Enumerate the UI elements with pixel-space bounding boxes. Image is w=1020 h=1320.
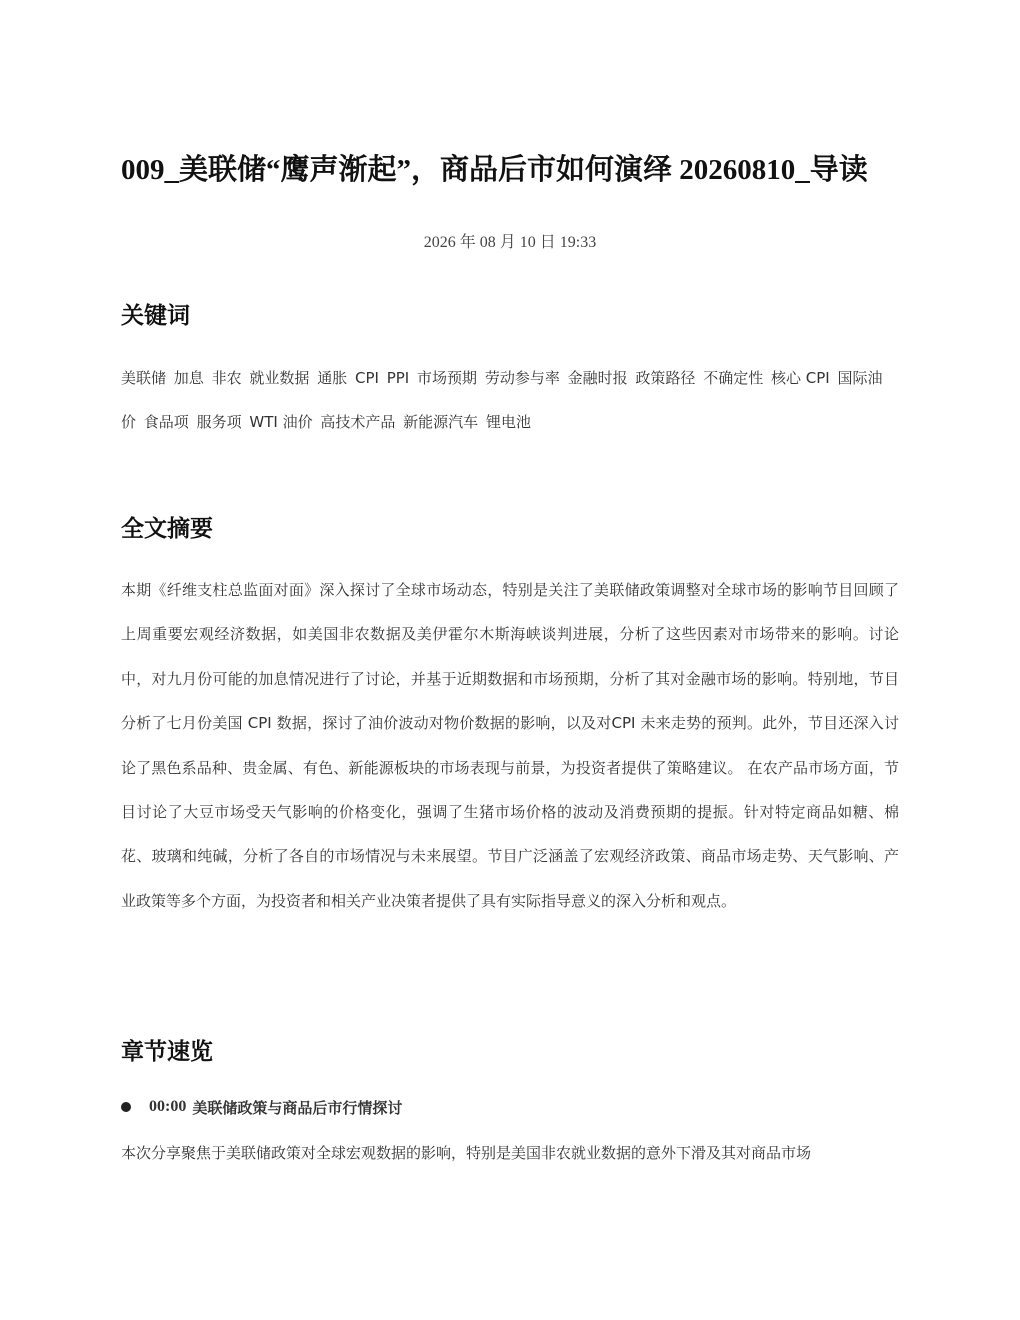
- chapter-title: 美联储政策与商品后市行情探讨: [192, 1098, 403, 1117]
- keyword: 美联储: [121, 369, 167, 387]
- keyword: 锂电池: [485, 413, 531, 431]
- keyword: 核心 CPI: [771, 369, 830, 387]
- keywords-list: [121, 356, 899, 444]
- keyword: 政策路径: [635, 369, 696, 387]
- keyword: 加息: [173, 369, 204, 387]
- summary-text: 本期《纤维支柱总监面对面》深入探讨了全球市场动态，特别是关注了美联储政策调整对全球市场的影响节目回顾了上周重要宏观经济数据，如美国非农数据及美伊霍尔木斯海峡谈判进展，分析了这些因素对市场带来的影响。讨论中，对九月份可能的加息情况进行了讨论，并基于近期数据和市场预期，分析了其对金融市场的影响。特别地，节目分析了七月份美国 CPI 数据，探讨了油价波动对物价数据的影响，以及对CPI 未来走势的预判。此外，节目还深入讨论了黑色系品种、贵金属、有色、新能源板块的市场表现与前景，为投资者提供了策略建议。 在农产品市场方面，节目讨论了大豆市场受天气影响的价格变化，强调了生猪市场价格的波动及消费预期的提振。针对特定商品如糖、棉花、玻璃和纯碱，分析了各自的市场情况与未来展望。节目广泛涵盖了宏观经济政策、商品市场走势、天气影响、产业政策等多个方面，为投资者和相关产业决策者提供了具有实际指导意义的深入分析和观点。: [121, 581, 899, 910]
- document-page: [121, 0, 899, 1320]
- keyword: 通胀: [317, 369, 348, 387]
- keyword: 食品项: [143, 413, 189, 431]
- keyword: 服务项: [196, 413, 242, 431]
- keyword: WTI 油价: [249, 413, 313, 431]
- keyword: PPI: [386, 369, 410, 387]
- keyword: 新能源汽车: [403, 413, 479, 431]
- keyword: 非农: [211, 369, 242, 387]
- keyword: 市场预期: [417, 369, 478, 387]
- keyword: 不确定性: [703, 369, 764, 387]
- keyword: CPI: [354, 369, 379, 387]
- keyword: 就业数据: [249, 369, 310, 387]
- chapter-timestamp: 00:00: [149, 1098, 187, 1115]
- document-date: 2026 年 08 月 10 日 19:33: [423, 234, 597, 251]
- keywords-heading: 关键词: [121, 303, 190, 329]
- keyword: 国际油价: [121, 369, 883, 431]
- bullet-icon: [121, 1102, 131, 1112]
- document-title: 009_美联储“鹰声渐起”，商品后市如何演绎 20260810_导读: [121, 154, 868, 186]
- summary-heading: 全文摘要: [121, 516, 213, 542]
- keyword: 劳动参与率: [484, 369, 560, 387]
- chapters-heading: 章节速览: [121, 1039, 213, 1065]
- keyword: 金融时报: [567, 369, 628, 387]
- chapter-description: 本次分享聚焦于美联储政策对全球宏观数据的影响，特别是美国非农就业数据的意外下滑及其对商品市场: [121, 1144, 812, 1162]
- chapter-item: [121, 1092, 899, 1122]
- keyword: 高技术产品: [320, 413, 396, 431]
